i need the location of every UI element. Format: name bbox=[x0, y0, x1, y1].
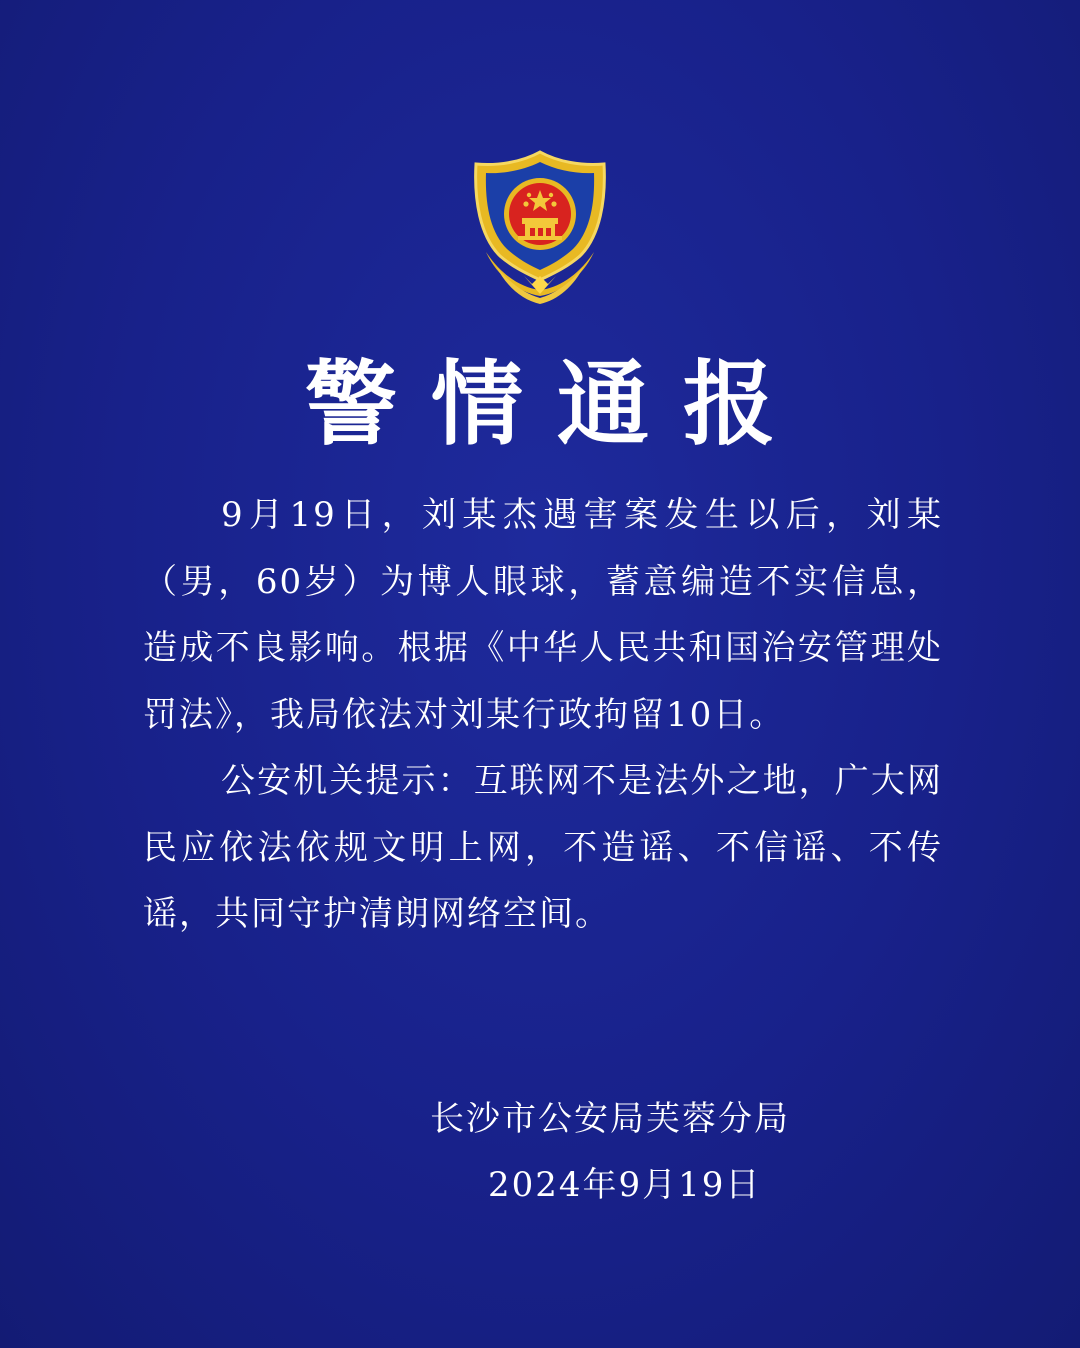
paragraph-incident: 9月19日，刘某杰遇害案发生以后，刘某（男，60岁）为博人眼球，蓄意编造不实信息，造成不良影响。根据《中华人民共和国治安管理处罚法》，我局依法对刘某行政拘留10日。 bbox=[143, 495, 943, 735]
issue-date: 2024年9月19日 bbox=[488, 1165, 762, 1205]
notice-body bbox=[143, 482, 943, 948]
paragraph-reminder: 公安机关提示：互联网不是法外之地，广大网民应依法依规文明上网，不造谣、不信谣、不传谣，共同守护清朗网络空间。 bbox=[143, 761, 943, 934]
police-emblem-icon bbox=[466, 148, 614, 306]
signature-block bbox=[430, 1086, 800, 1218]
notice-title: 警情通报 bbox=[304, 351, 809, 458]
issuing-organization: 长沙市公安局芙蓉分局 bbox=[430, 1099, 790, 1139]
